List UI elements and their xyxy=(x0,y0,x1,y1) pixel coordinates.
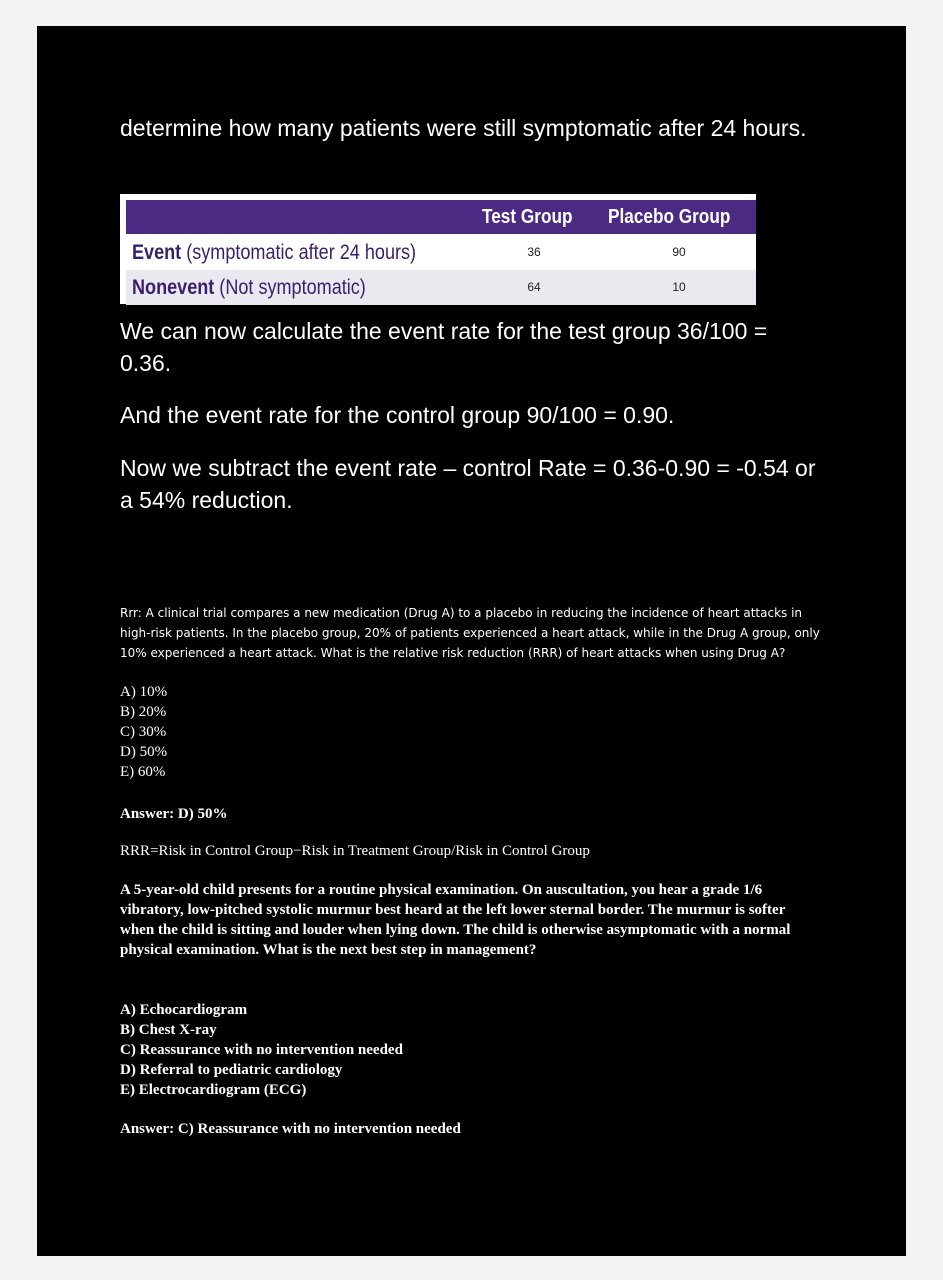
table-row-event xyxy=(126,235,756,270)
option-c: C) 30% xyxy=(120,724,167,740)
option-e: E) Electrocardiogram (ECG) xyxy=(120,1082,307,1098)
document-page xyxy=(37,26,906,1256)
row-label: Event (symptomatic after 24 hours) xyxy=(132,241,417,264)
option-d: D) 50% xyxy=(120,744,168,760)
calc-test-text: We can now calculate the event rate for the test group 36/100 = 0.36. xyxy=(120,318,768,376)
calc-control-text: And the event rate for the control group 90/100 = 0.90. xyxy=(120,402,675,428)
question-1-text: Rrr: A clinical trial compares a new medication (Drug A) to a placebo in reducing the incidence of heart attacks in high-risk patients. In the placebo group, 20% of patients experienced a heart attack, while in the Drug A group, only 10% experienced a heart attack. What is the relative risk reduction (RRR) of heart attacks when using Drug A? xyxy=(120,606,820,660)
calc-diff-text: Now we subtract the event rate – control Rate = 0.36-0.90 = -0.54 or a 54% reduction. xyxy=(120,455,816,513)
question-2-options xyxy=(120,1000,840,1100)
cell-placebo-value: 90 xyxy=(672,245,686,259)
cell-test-value: 36 xyxy=(527,245,541,259)
row-label: Nonevent (Not symptomatic) xyxy=(132,276,366,299)
table-header-row xyxy=(126,200,756,234)
question-1-answer: Answer: D) 50% xyxy=(120,806,228,822)
option-c: C) Reassurance with no intervention needed xyxy=(120,1042,403,1058)
option-a: A) Echocardiogram xyxy=(120,1002,248,1018)
question-2-answer: Answer: C) Reassurance with no intervention needed xyxy=(120,1121,461,1137)
option-b: B) Chest X-ray xyxy=(120,1022,217,1038)
option-e: E) 60% xyxy=(120,764,166,780)
option-d: D) Referral to pediatric cardiology xyxy=(120,1062,343,1078)
intro-text: determine how many patients were still symptomatic after 24 hours. xyxy=(120,115,807,141)
option-a: A) 10% xyxy=(120,684,168,700)
event-table xyxy=(120,194,756,304)
header-test-group: Test Group xyxy=(482,206,573,228)
option-b: B) 20% xyxy=(120,704,167,720)
question-1-options xyxy=(120,682,840,782)
cell-placebo-value: 10 xyxy=(672,280,686,294)
table-row-nonevent xyxy=(126,270,756,305)
header-placebo-group: Placebo Group xyxy=(608,206,731,228)
rrr-formula: RRR=Risk in Control Group−Risk in Treatment Group/Risk in Control Group xyxy=(120,843,590,859)
question-2-text: A 5-year-old child presents for a routine physical examination. On auscultation, you hear a grade 1/6 vibratory, low-pitched systolic murmur best heard at the left lower sternal border. The murmur is softer when the child is sitting and louder when lying down. The child is otherwise asymptomatic with a normal physical examination. What is the next best step in management? xyxy=(120,882,791,958)
cell-test-value: 64 xyxy=(527,280,541,294)
